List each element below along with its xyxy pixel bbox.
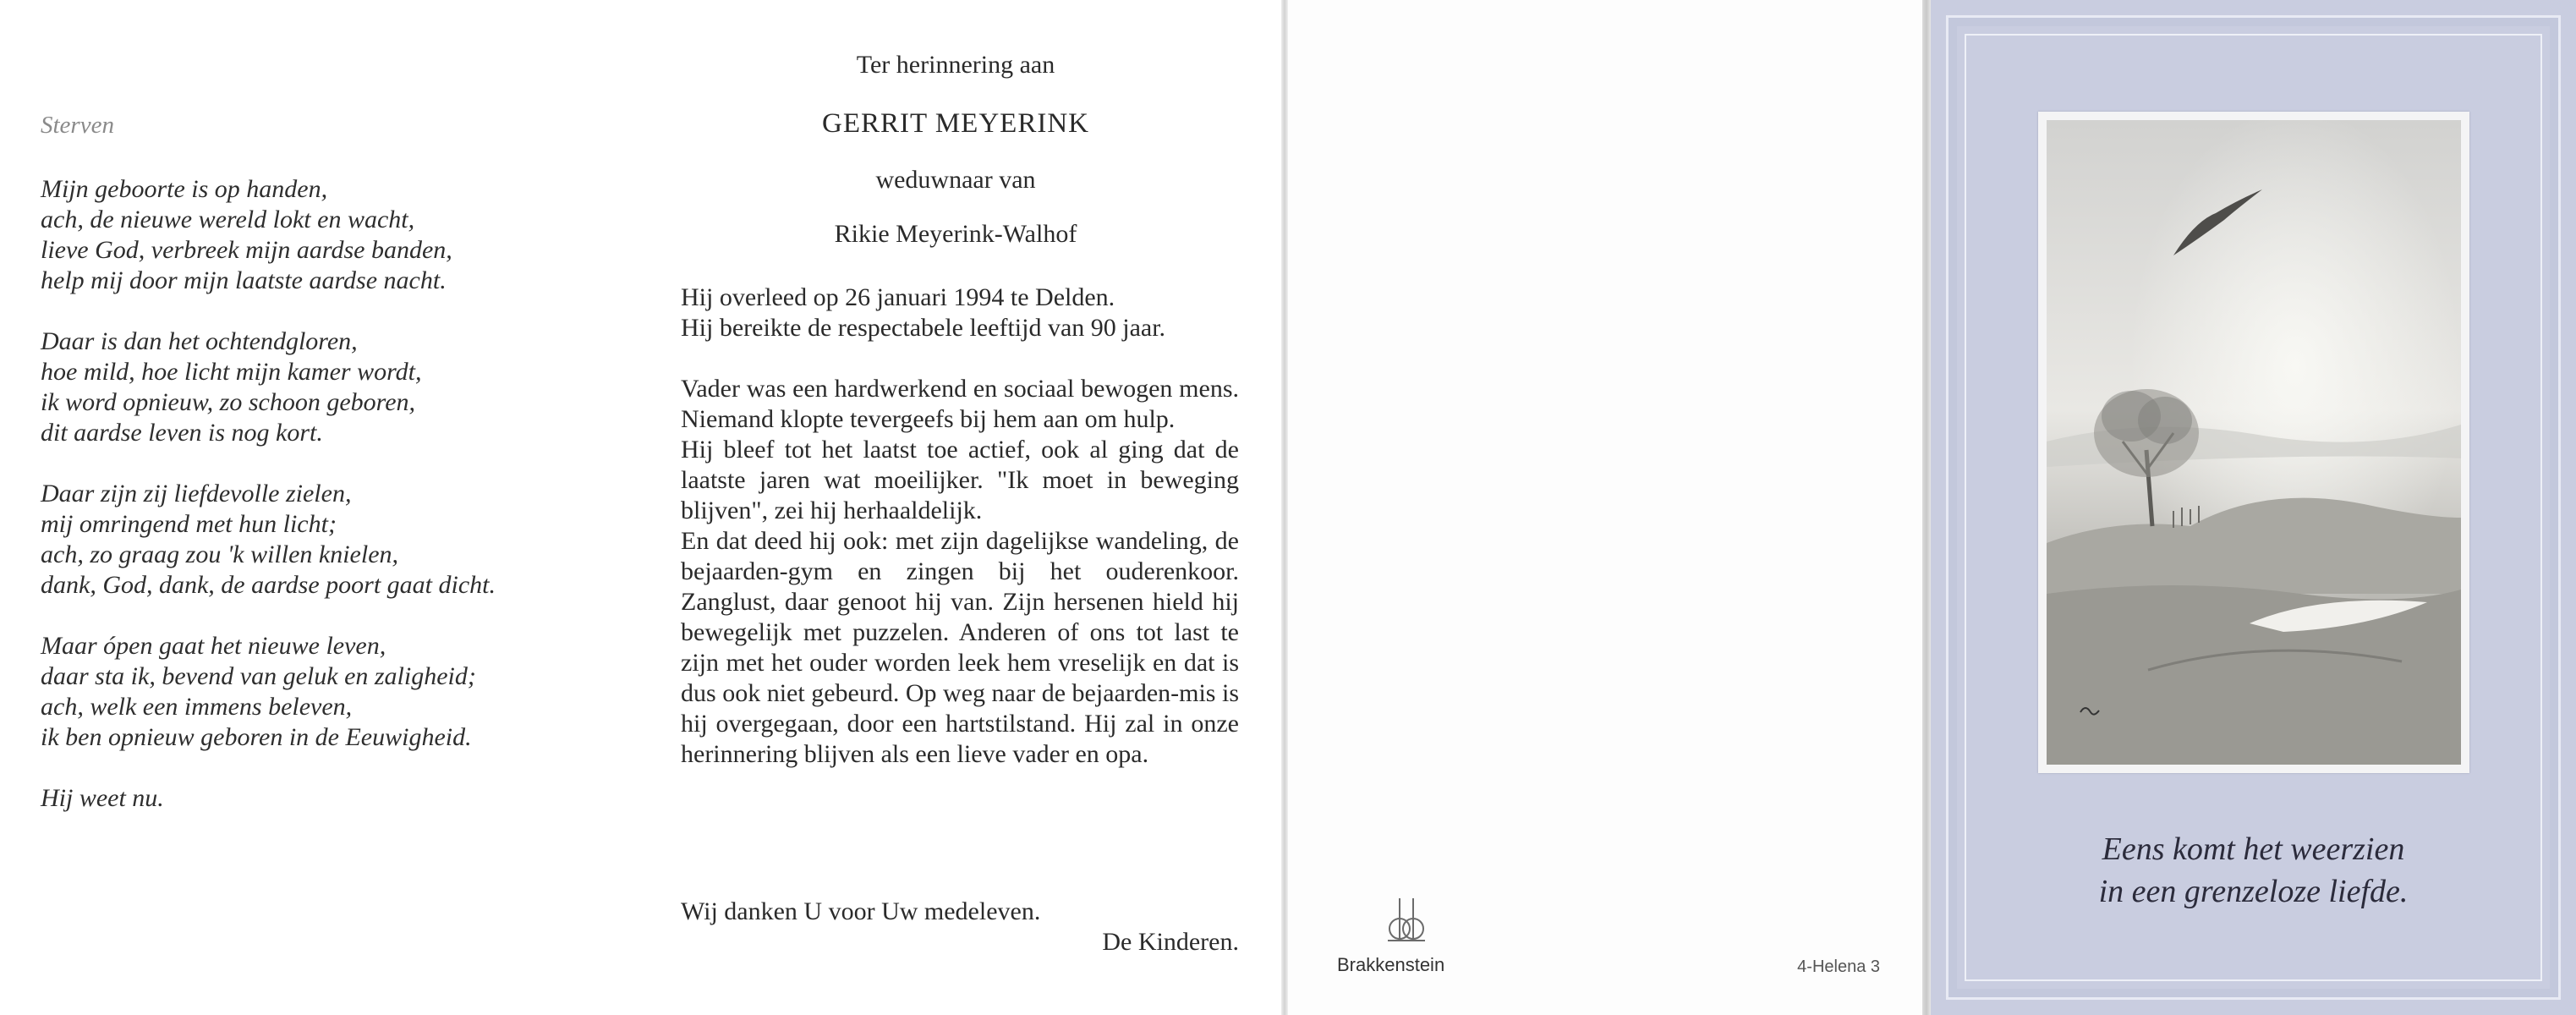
poem xyxy=(41,174,633,814)
signature: De Kinderen. xyxy=(1102,928,1239,956)
poem-stanza-1 xyxy=(41,174,633,296)
poem-line: ach, de nieuwe wereld lokt en wacht, xyxy=(41,206,415,233)
poem-line: ik ben opnieuw geboren in de Eeuwigheid. xyxy=(41,723,472,751)
poem-line: Maar ópen gaat het nieuwe leven, xyxy=(41,632,386,660)
poem-line: dit aardse leven is nog kort. xyxy=(41,419,323,447)
poem-title: Sterven xyxy=(41,112,114,139)
memorial-intro: Ter herinnering aan xyxy=(856,51,1055,79)
memorial-body xyxy=(681,283,1239,800)
body-paragraph-2: Hij bleef tot het laatst toe actief, ook al ging dat de laatste jaren wat moeilijker. "Ik moet in beweging blijven", zei hij herhaaldelijk. xyxy=(681,436,1239,524)
poem-stanza-4 xyxy=(41,631,633,753)
card-fold xyxy=(1281,0,1288,1015)
poem-stanza-2 xyxy=(41,326,633,448)
spouse-name: Rikie Meyerink-Walhof xyxy=(834,220,1077,248)
front-panel xyxy=(1931,0,2576,1015)
poem-line: lieve God, verbreek mijn aardse banden, xyxy=(41,236,452,264)
poem-line: Daar zijn zij liefdevolle zielen, xyxy=(41,480,352,508)
poem-line: hoe mild, hoe licht mijn kamer wordt, xyxy=(41,358,422,386)
poem-stanza-3 xyxy=(41,479,633,601)
poem-line: mij omringend met hun licht; xyxy=(41,510,337,538)
poem-line: Daar is dan het ochtendgloren, xyxy=(41,327,358,355)
body-paragraph-3: En dat deed hij ook: met zijn dagelijkse wandeling, de bejaarden-gym en zingen bij het ouderenkoor. Zanglust, daar genoot hij van. Zijn hersenen hield hij bewegelijk met puzzelen. Anderen of ons tot last te zijn met het ouder worden leek hem vreselijk en dat is dus ook niet gebeurd. Op weg naar de bejaarden-mis is hij overgegaan, door een hartstilstand. Hij zal in onze herinnering blijven als een lieve vader en opa. xyxy=(681,527,1239,768)
deceased-name: GERRIT MEYERINK xyxy=(822,108,1089,139)
poem-line: ik word opnieuw, zo schoon geboren, xyxy=(41,388,416,416)
quote-line-1: Eens komt het weerzien xyxy=(2102,831,2405,867)
poem-line: daar sta ik, bevend van geluk en zaligheid; xyxy=(41,662,476,690)
card-fold xyxy=(1922,0,1931,1015)
publisher-logo-icon xyxy=(1381,895,1432,946)
relation: weduwnaar van xyxy=(875,166,1036,194)
memorial-panel xyxy=(643,0,1285,1015)
poem-closing: Hij weet nu. xyxy=(41,784,164,812)
poem-line: ach, welk een immens beleven, xyxy=(41,693,353,721)
poem-line: Mijn geboorte is op handen, xyxy=(41,175,328,203)
poem-line: help mij door mijn laatste aardse nacht. xyxy=(41,266,447,294)
landscape-illustration xyxy=(2047,120,2461,765)
closing-block xyxy=(681,897,1239,957)
death-line-2: Hij bereikte de respectabele leeftijd van 90 jaar. xyxy=(681,314,1166,342)
publisher-name: Brakkenstein xyxy=(1337,954,1445,975)
body-paragraph-1: Vader was een hardwerkend en sociaal bewogen mens. Niemand klopte tevergeefs bij hem aan om hulp. xyxy=(681,375,1239,433)
quote-line-2: in een grenzeloze liefde. xyxy=(2098,874,2409,909)
poem-line: ach, zo graag zou 'k willen knielen, xyxy=(41,540,399,568)
card-code: 4-Helena 3 xyxy=(1797,957,1880,976)
illustration-mat xyxy=(2038,112,2469,773)
death-line-1: Hij overleed op 26 januari 1994 te Delden. xyxy=(681,283,1115,311)
thanks-line: Wij danken U voor Uw medeleven. xyxy=(681,897,1041,925)
poem-panel xyxy=(0,0,643,1015)
poem-line: dank, God, dank, de aardse poort gaat dicht. xyxy=(41,571,496,599)
back-panel xyxy=(1288,0,1922,1015)
